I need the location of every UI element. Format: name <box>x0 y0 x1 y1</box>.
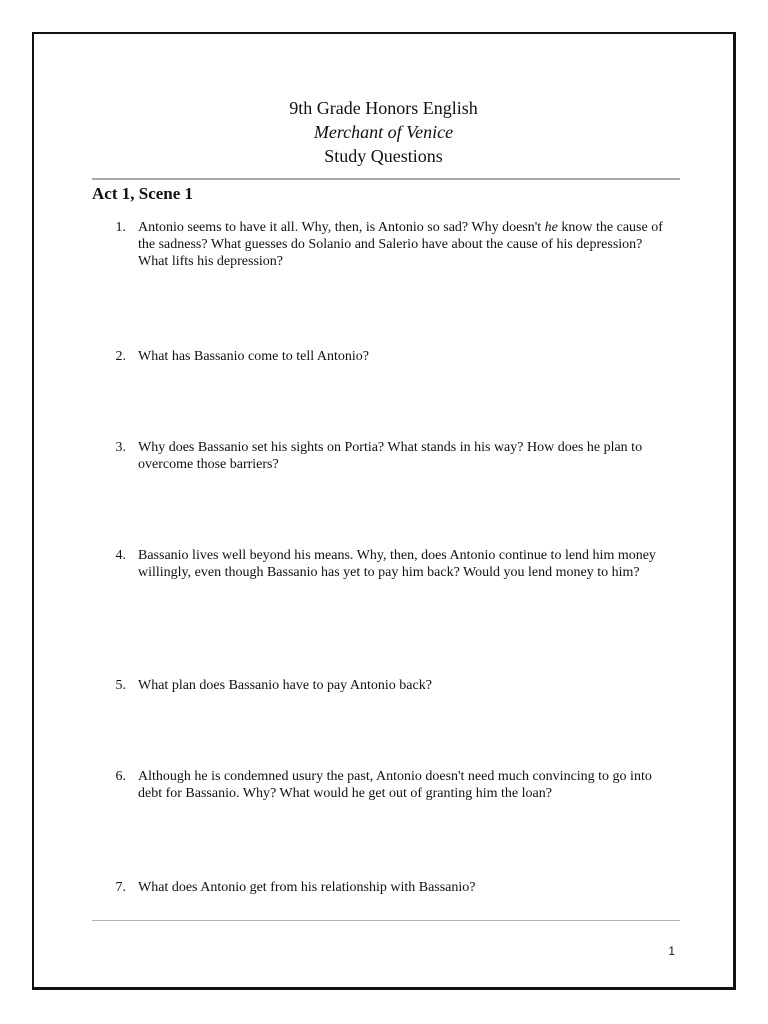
question-number: 7. <box>115 880 126 895</box>
question-text: What has Bassanio come to tell Antonio? <box>138 349 369 364</box>
document-type: Study Questions <box>324 146 443 166</box>
question-number: 3. <box>115 440 126 455</box>
course-title: 9th Grade Honors English <box>289 98 478 118</box>
question-6 <box>104 768 674 802</box>
question-5 <box>104 677 674 694</box>
question-2 <box>104 348 674 365</box>
play-title: Merchant of Venice <box>313 122 454 142</box>
question-number: 2. <box>115 349 126 364</box>
question-text: Although he is condemned usury the past, Antonio doesn't need much convincing to go into debt for Bassanio. Why? What would he get out of granting him the loan? <box>138 769 652 801</box>
header-divider <box>92 178 680 180</box>
section-heading: Act 1, Scene 1 <box>92 184 194 203</box>
question-number: 5. <box>115 678 126 693</box>
question-4 <box>104 547 674 581</box>
question-number: 1. <box>115 220 126 235</box>
question-text: What does Antonio get from his relationship with Bassanio? <box>138 880 476 895</box>
question-number: 4. <box>115 548 126 563</box>
document-header <box>34 96 733 168</box>
question-text: Bassanio lives well beyond his means. Why, then, does Antonio continue to lend him money willingly, even though Bassanio has yet to pay him back? Would you lend money to him? <box>138 548 656 580</box>
document-page <box>32 32 736 990</box>
question-text: Why does Bassanio set his sights on Portia? What stands in his way? How does he plan to overcome those barriers? <box>138 440 643 472</box>
page-number: 1 <box>668 944 675 958</box>
question-number: 6. <box>115 769 126 784</box>
question-1 <box>104 219 674 270</box>
footer-divider <box>92 920 680 921</box>
question-3 <box>104 439 674 473</box>
emphasis-text: he <box>544 220 558 235</box>
question-7 <box>104 879 674 896</box>
question-text: Antonio seems to have it all. Why, then, is Antonio so sad? Why doesn't he know the cause of the sadness? What guesses do Solanio and Salerio have about the cause of his depression? What lifts his depression? <box>138 220 663 269</box>
question-text: What plan does Bassanio have to pay Antonio back? <box>138 678 432 693</box>
